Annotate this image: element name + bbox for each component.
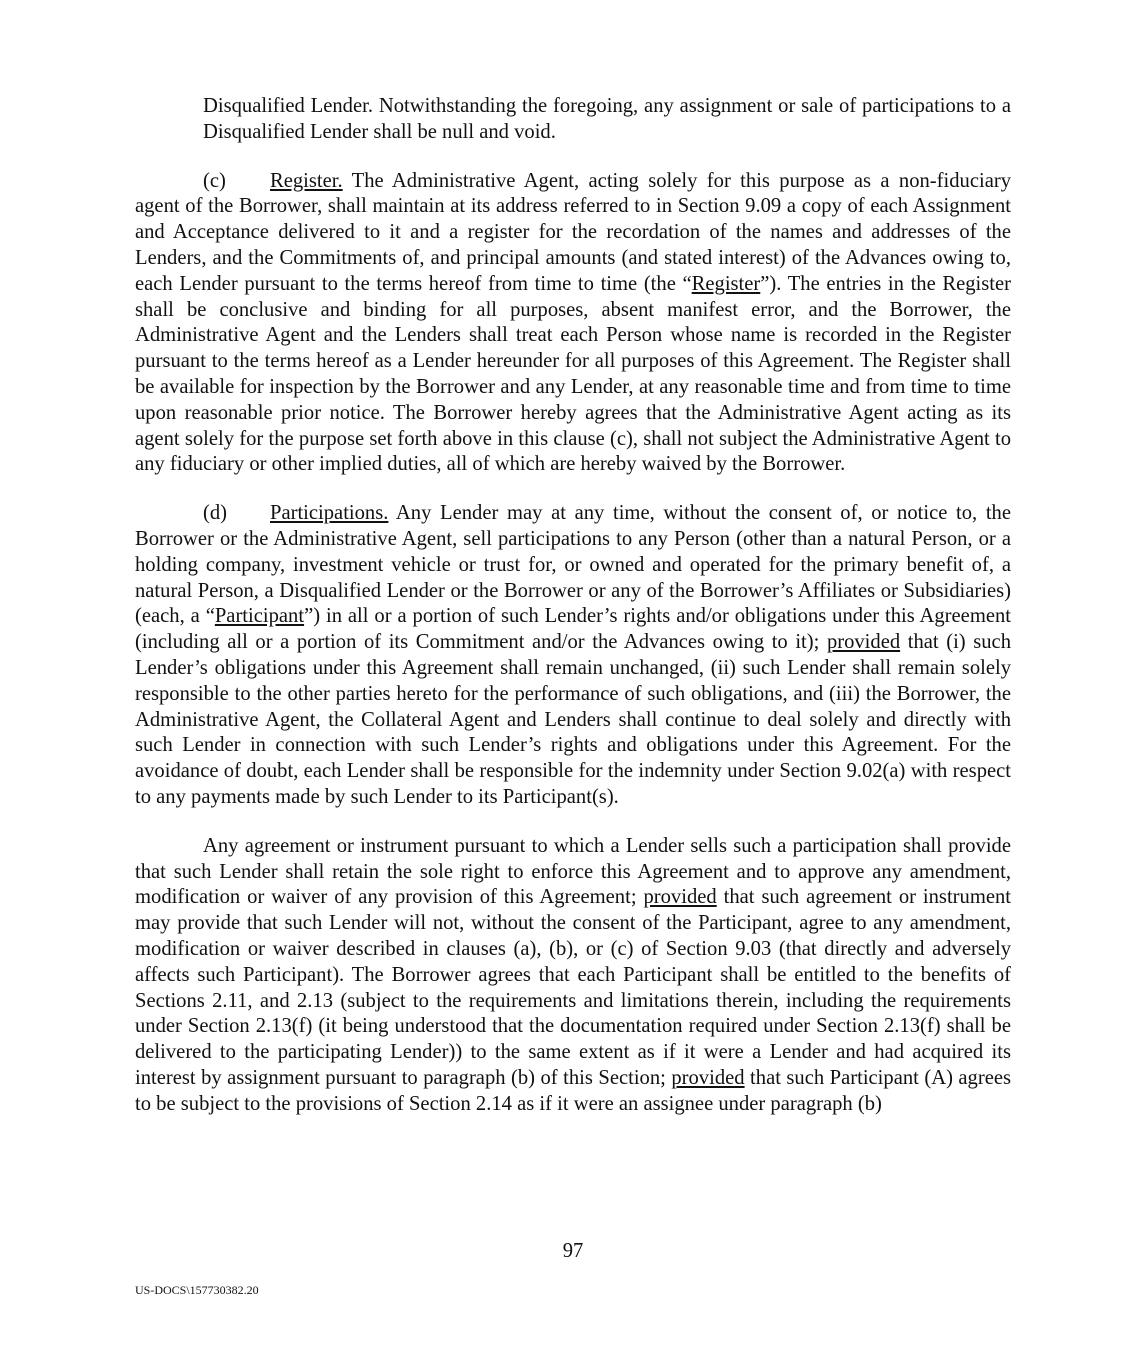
paragraph-disqualified-lender bbox=[135, 94, 1011, 146]
defined-term-participant: Participant bbox=[214, 605, 305, 628]
clause-label-c: (c) bbox=[203, 169, 226, 192]
paragraph-text: Any Lender may at any time, without the consent of, or notice to, the Borrower or the Administrative Agent, sell participations to any Person (other than a natural Person, or a holding company, investment vehicle or trust for, or owned and operated for the primary benefit of, a natural Person, a Disqualified Lender or the Borrower or any of the Borrower’s Affiliates or Subsidiaries) (each, a “ bbox=[135, 502, 1011, 628]
clause-label-d: (d) bbox=[203, 502, 228, 525]
paragraph-text: ”). The entries in the Register shall be conclusive and binding for all purposes, absent manifest error, and the Borrower, the Administrative Agent and the Lenders shall treat each Person whose name is recorded in the Register pursuant to the terms hereof as a Lender hereunder for all purposes of this Agreement. The Register shall be available for inspection by the Borrower and any Lender, at any reasonable time and from time to time upon reasonable prior notice. The Borrower hereby agrees that the Administrative Agent acting as its agent solely for the purpose set forth above in this clause (c), shall not subject the Administrative Agent to any fiduciary or other implied duties, all of which are hereby waived by the Borrower. bbox=[135, 272, 1012, 476]
paragraph-participation-agreement bbox=[135, 834, 1011, 1118]
paragraph-register bbox=[135, 169, 1011, 479]
paragraph-text: that (i) such Lender’s obligations under this Agreement shall remain unchanged, (ii) such Lender shall remain solely responsible to the other parties hereto for the performance of such obligations, and (iii) the Borrower, the Administrative Agent, the Collateral Agent and Lenders shall continue to deal solely and directly with such Lender in connection with such Lender’s rights and obligations under this Agreement. For the avoidance of doubt, each Lender shall be responsible for the indemnity under Section 9.02(a) with respect to any payments made by such Lender to its Participant(s). bbox=[135, 631, 1011, 808]
paragraph-text: ”) in all or a portion of such Lender’s rights and/or obligations under this Agreement (including all or a portion of its Commitment and/or the Advances owing to it); bbox=[135, 605, 1011, 654]
proviso-term: provided bbox=[643, 886, 717, 909]
section-heading-register: Register. bbox=[270, 169, 343, 192]
section-heading-participations: Participations. bbox=[270, 502, 389, 525]
paragraph-participations bbox=[135, 501, 1011, 811]
paragraph-text: that such agreement or instrument may provide that such Lender will not, without the consent of the Participant, agree to any amendment, modification or waiver described in clauses (a), (b), or (c) of Section 9.03 (that directly and adversely affects such Participant). The Borrower agrees that each Participant shall be entitled to the benefits of Sections 2.11, and 2.13 (subject to the requirements and limitations therein, including the requirements under Section 2.13(f) (it being understood that the documentation required under Section 2.13(f) shall be delivered to the participating Lender)) to the same extent as if it were a Lender and had acquired its interest by assignment pursuant to paragraph (b) of this Section; bbox=[135, 886, 1011, 1089]
page-number: 97 bbox=[562, 1240, 584, 1262]
paragraph-text: Any agreement or instrument pursuant to which a Lender sells such a participation shall provide that such Lender shall retain the sole right to enforce this Agreement and to approve any amendment, modification or waiver of any provision of this Agreement; bbox=[135, 834, 1011, 909]
paragraph-text: that such Participant (A) agrees to be subject to the provisions of Section 2.14 as if it were an assignee under paragraph (b) bbox=[135, 1066, 1011, 1115]
proviso-term: provided bbox=[826, 631, 901, 654]
document-id: US-DOCS\157730382.20 bbox=[135, 1283, 259, 1297]
proviso-term: provided bbox=[671, 1066, 745, 1089]
paragraph-text: The Administrative Agent, acting solely for this purpose as a non-fiduciary agent of the Borrower, shall maintain at its address referred to in Section 9.09 a copy of each Assignment and Acceptance delivered to it and a register for the recordation of the names and addresses of the Lenders, and the Commitments of, and principal amounts (and stated interest) of the Advances owing to, each Lender pursuant to the terms hereof from time to time (the “ bbox=[135, 169, 1011, 295]
document-body bbox=[135, 94, 1011, 1140]
paragraph-text: Disqualified Lender. Notwithstanding the foregoing, any assignment or sale of participations to a Disqualified Lender shall be null and void. bbox=[203, 95, 1011, 143]
defined-term-register: Register bbox=[691, 272, 761, 295]
